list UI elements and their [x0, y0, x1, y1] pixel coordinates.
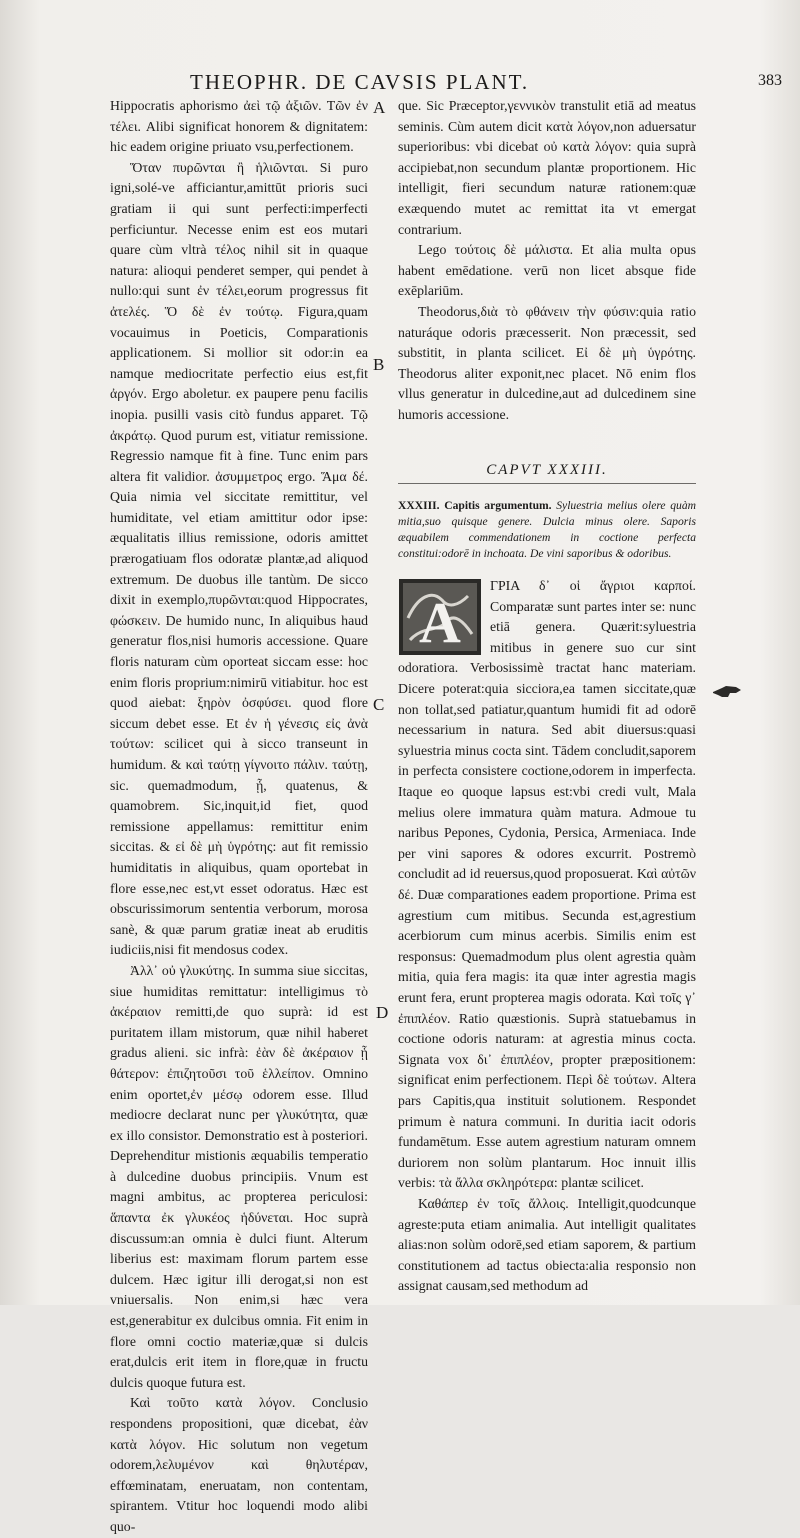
paragraph: ΓΡΙΑ δ᾽ οἱ ἄγριοι καρποί. Comparatæ sunt partes inter se: nunc etiā genera. Quærit:syluestria mitibus in genere suo cur sint odoratiora. Verbosissimè tractat hanc materiam. Dicere poterat:quia sicciora,ea tamen siccitate,quæ non tollat,sed patiatur,quantum humidi fit ad odorē necessarium in natura. Sed abit diuersus:quasi syluestria minus cocta sint. Tādem concludit,saporem in perfecta consistere coctione,odorem in imperfecta. Itaque eo quoque lapsus est:vbi credi vult, Mala melius olere immatura quàm matura. Admoue tu naribus Pepones, Cydonia, Persica, Armeniaca. Inde per vini sapores & odores excurrit. Postremò concludit ad id reuersus,quod proposuerat. Καὶ αὐτῶν δέ. Duæ comparationes eadem proportione. Prima est agrestium cum mitibus. Secunda est,agrestium acerbiorum cum minus acerbis. Similis enim est responsus: Quemadmodum plus olent agrestia quàm mitia, quia fera magis: ita quæ inter agrestia magis erunt fera, erunt propterea magis odorata. Καὶ τοῖς γ᾽ ἐπιπλέον. Ratio quæstionis. Suprà statuebamus in coctione odoris naturam: at agrestia minus cocta. Signata vox δι᾽ ἐπιπλέον, propter præpositionem: significat enim perfectionem. Περὶ δὲ τούτων. Altera pars Capitis,qua instituit solutionem. Respondet primum è natura communi. In duritia iacit odoris fundamētum. Esse autem agrestium naturam omnem duriorem non solùm plantarum. Hoc innuit illis verbis: τὰ ἄλλα σκληρότερα: plantæ scilicet. [398, 578, 696, 1191]
right-column [398, 96, 696, 1297]
margin-marker-b: B [373, 355, 385, 374]
decorated-initial [398, 578, 482, 656]
paragraph: Ὅταν πυρῶνται ἢ ἡλιῶνται. Si puro igni,solé-ve afficiantur,amittūt prioris suci gratiam ii qui sunt perfecti:imperfecti perficiuntur. Necesse enim est eos mutari quare cùm vltrà τέλος nihil sit in quaque natura: alioqui penderet semper, qui pendet à nullo:qui sunt ἐν τέλει,eorum progressus fit ἀτελές. Ὅ δὲ ἐν τούτῳ. Figura,quam vocauimus in Poeticis, Comparationis applicationem. Si mollior sit odor:in ea namque mediocritate perfectio eius est,fit ἀργόν. Ergo aboletur. ex paupere penu facilis inopia. pusilli vasis citò fundus apparet. Τῷ ἀκράτῳ. Quod purum est, vitiatur remissione. Regressio namque fit à fine. Tunc enim pars altera fit validior. ἀσυμμετρος ergo. Ἅμα δέ. Quia nimia vel siccitate remittitur, vel humiditate, vel etiam amittitur odor ipse: æqualitatis illius remissione, odoris amittet prærogatiuam flos odoratæ plantæ,ad aliquod extremum. De duobus ille tantùm. De sicco dixit in exemplo,πυρῶνται:quod Hippocrates, φώσκειν. De humido nunc, In aliquibus haud generatur flos,nisi humoris accessione. Quare floris naturam cùm oporteat siccam esse: hoc enim floris proprium:nimirū vitiabitur. hoc est quod aiebat: ξηρὸν ὀσφύσει. quod flore siccum debet esse. Et ἐν ἡ γένεσις εἰς ἀνὰ τούτων: scilicet qui à sicco transeunt in humidum. & καὶ ταύτῃ γίγνοιτο πάλιν. ταύτῃ, sic. quemadmodum, ᾗ, quatenus, & quamobrem. Sic,inquit,id fiet, quod remissione appellamus: remittitur enim siccitas. & εἰ δὲ μὴ ὑγρότης: aut fit remissio humiditatis in aliquibus, quam oportebat in flore esse,nec est,vt esset odoratus. Hæc est obscurissimorum sententia verborum, morosa sanè, & quæ parum gratiæ ineat ab eruditis iudiciis,nisi fit mendosus codex. [110, 159, 368, 958]
margin-marker-c: C [373, 695, 385, 714]
paragraph: Hippocratis aphorismo ἀεὶ τῷ ἀξιῶν. Τῶν ἐν τέλει. Alibi significat honorem & dignitatem: hic eadem origine priuato vsu,perfectionem. [110, 98, 368, 155]
chapter-title: CAPVT XXXIII. [398, 460, 696, 485]
paragraph: que. Sic Præceptor,γεννικὸν transtulit etiā ad meatus seminis. Cùm autem dicit κατὰ λόγον,non aduersatur superioribus: vbi dicebat οὐ κατὰ λόγον: quia suprà accipiebat,non secundum plantæ proportionem. Hic intelligit, fieri secundum naturæ rationem:quæ exæquendo mutet ac remittat ita vt emergat contrarium. [398, 98, 696, 237]
paragraph: Lego τούτοις δὲ μάλιστα. Et alia multa opus habent emēdatione. verū non licet absque fide exēplariūm. [398, 242, 696, 299]
pointing-hand-icon [712, 684, 742, 705]
paragraph: Ἀλλ᾽ οὐ γλυκύτης. In summa siue siccitas, siue humiditas remittatur: intelligimus τὸ ἀκέραιον remitti,de quo suprà: id est puritatem illam mistorum, quæ nihil haberet gradus alieni. sic infrà: ἐὰν δὲ ἀκέραιον ᾖ θάτερον: ἐπιζητοῦσι τοῦ ἑλλείπον. Omnino enim oportet,ἐν μέσῳ odorem esse. Illud mediocre declarat nunc per γλυκύτητα, quæ ex illo consistor. Demonstratio est à posteriori. Deprehenditur mistionis æquabilis temperatio à dulcedine duobus principiis. Vnum est magni ambitus, ac propterea periculosi: ἅπαντα ἐκ γλυκέος ἡδύνεται. Hoc suprà discussum:an omnia è dulci fiunt. Alterum liberius est: maximam florum partem esse dulcem. Hæc igitur illi derogat,si non est vniuersalis. Non enim,si hæc vera est,generabitur ex dulcibus omnia. Fit enim in flore omni coctio materiæ,quæ si dulcis erat,dulcis erit item in flore,quæ in fructu dulcis quoque futura est. [110, 962, 368, 1390]
chapter-argument [398, 498, 696, 562]
margin-marker-d: D [376, 1003, 389, 1022]
margin-marker-a: A [373, 98, 386, 117]
paragraph: Καθάπερ ἐν τοῖς ἄλλοις. Intelligit,quodcunque agreste:puta etiam animalia. Aut intelligit qualitates alias:non solùm odorē,sed etiam saporem, & partium constitutionem ad tactus obiecta:alia responsio non assignat causam,sed methodum ad [398, 1195, 696, 1294]
page-number: 383 [758, 72, 782, 89]
chapter-argument-text: Syluestria melius olere quàm mitia,suo quisque genere. Dulcia minus olere. Saporis æquabilem commendationem in coctione perfecta constitui:odorē in inchoata. De vini saporibus & odoribus. [398, 499, 696, 561]
paragraph: Theodorus,διὰ τὸ φθάνειν τὴν φύσιν:quia ratio naturáque odoris præcesserit. Non præcessit, sed substitit, in planta scilicet. Εἰ δὲ μὴ ὑγρότης. Theodorus aliter exponit,nec placet. Nō enim flos vllus generatur in dulcedine,aut ad dulcedinem sine humoris accessione. [398, 303, 696, 422]
running-title: THEOPHR. DE CAVSIS PLANT. [190, 70, 530, 94]
paragraph: Καὶ τοῦτο κατὰ λόγον. Conclusio respondens propositioni, quæ dicebat, ἐὰν κατὰ λόγον. Hic solutum non vegetum odorem,λελυμένον καὶ θηλυτέραν, effœminatam, eneruatam, non contentam, spirantem. Vtitur hoc loquendi modo alibi quo- [110, 1395, 368, 1534]
initial-letter: A [419, 590, 461, 656]
left-column [110, 96, 368, 1538]
chapter-argument-lead: XXXIII. Capitis argumentum. [398, 499, 552, 513]
